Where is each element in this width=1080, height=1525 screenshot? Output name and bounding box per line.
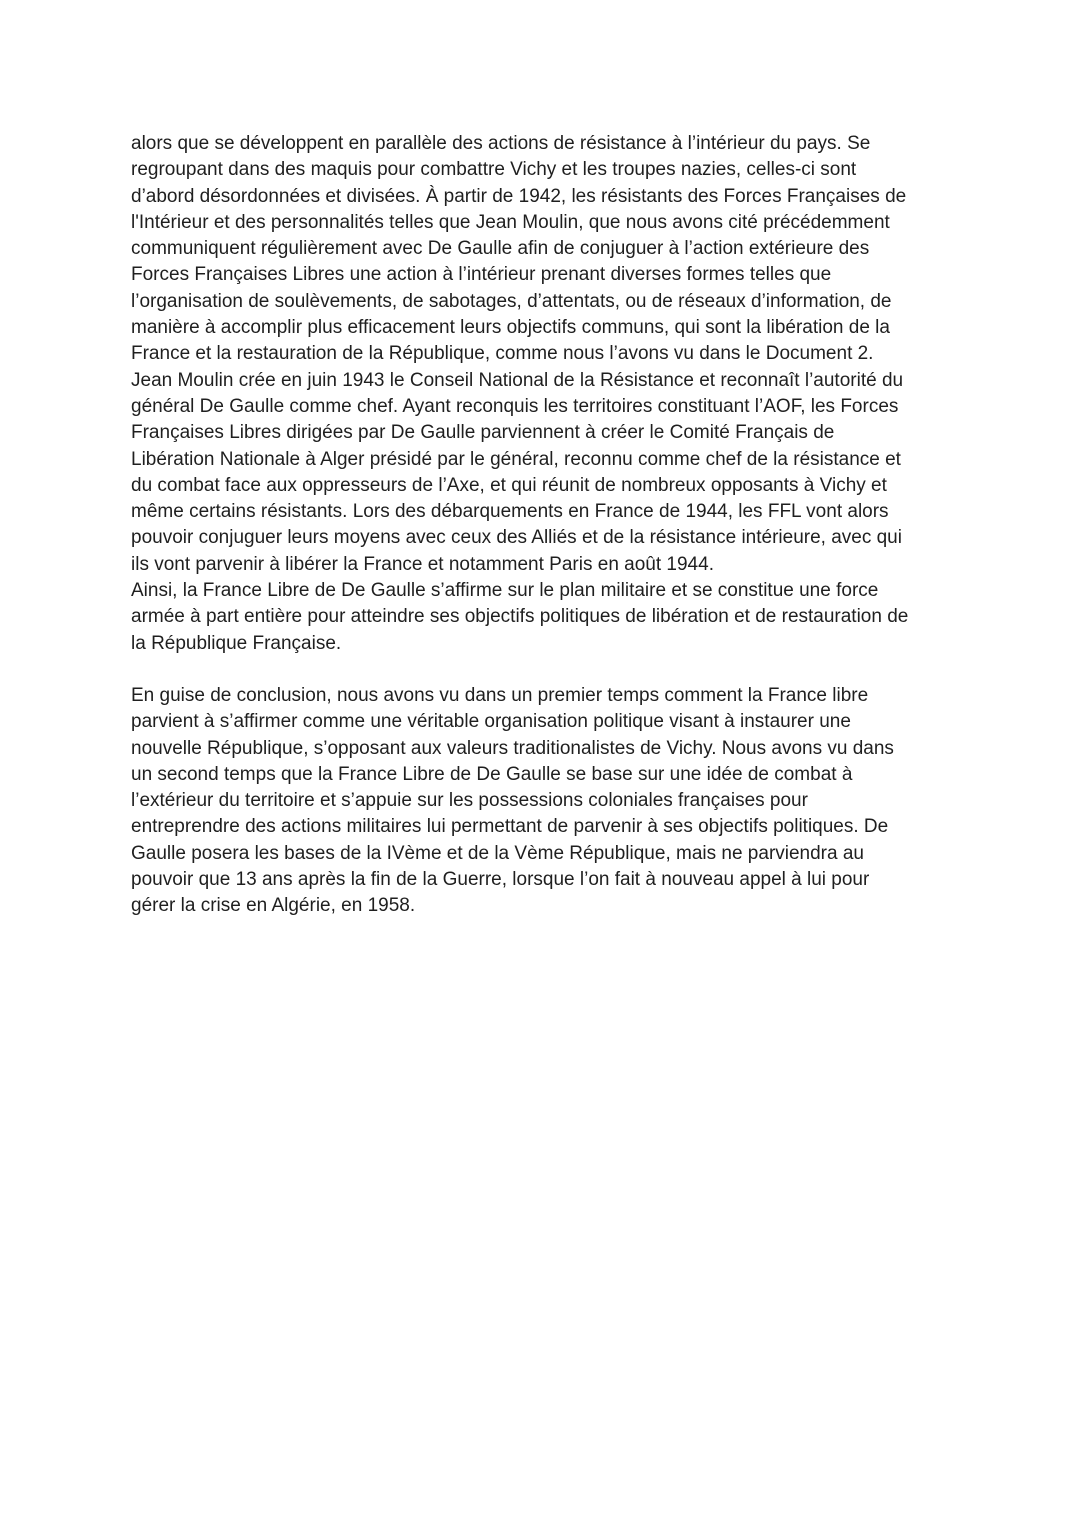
text-line: regroupant dans des maquis pour combattre Vichy et les troupes nazies, celles-ci sont: [131, 159, 857, 181]
text-line: entreprendre des actions militaires lui permettant de parvenir à ses objectifs politiques. De: [131, 816, 889, 838]
text-line: d’abord désordonnées et divisées. À partir de 1942, les résistants des Forces Françaises de: [131, 185, 907, 207]
text-line: l’organisation de soulèvements, de sabotages, d’attentats, ou de réseaux d’information, de: [131, 290, 892, 312]
text-line: armée à part entière pour atteindre ses objectifs politiques de libération et de restauration de: [131, 606, 909, 628]
text-line: parvient à s’affirmer comme une véritable organisation politique visant à instaurer une: [131, 711, 851, 733]
text-line: pouvoir conjuguer leurs moyens avec ceux des Alliés et de la résistance intérieure, avec qui: [131, 527, 902, 549]
text-line: gérer la crise en Algérie, en 1958.: [131, 895, 416, 917]
text-line: En guise de conclusion, nous avons vu dans un premier temps comment la France libre: [131, 685, 869, 706]
text-line: l’extérieur du territoire et s’appuie sur les possessions coloniales françaises pour: [131, 790, 808, 812]
text-line: Libération Nationale à Alger présidé par le général, reconnu comme chef de la résistance et: [131, 448, 901, 470]
text-line: Ainsi, la France Libre de De Gaulle s’affirme sur le plan militaire et se constitue une force: [131, 580, 879, 602]
text-line: l'Intérieur et des personnalités telles que Jean Moulin, que nous avons cité précédemment: [131, 211, 890, 233]
text-line: un second temps que la France Libre de De Gaulle se base sur une idée de combat à: [131, 763, 853, 785]
text-line: général De Gaulle comme chef. Ayant reconquis les territoires constituant l’AOF, les Forces: [131, 395, 899, 417]
text-line: France et la restauration de la République, comme nous l’avons vu dans le Document 2.: [131, 343, 874, 365]
body-paragraph: [131, 131, 961, 657]
text-line: Jean Moulin crée en juin 1943 le Conseil National de la Résistance et reconnaît l’autorité du: [131, 369, 904, 391]
text-line: ils vont parvenir à libérer la France et notamment Paris en août 1944.: [131, 553, 714, 575]
text-line: pouvoir que 13 ans après la fin de la Guerre, lorsque l’on fait à nouveau appel à lui pour: [131, 869, 870, 891]
text-line: du combat face aux oppresseurs de l’Axe, et qui réunit de nombreux opposants à Vichy et: [131, 474, 887, 496]
text-line: Gaulle posera les bases de la IVème et de la Vème République, mais ne parviendra au: [131, 842, 864, 864]
text-line: alors que se développent en parallèle des actions de résistance à l’intérieur du pays. Se: [131, 133, 871, 154]
text-line: nouvelle République, s’opposant aux valeurs traditionalistes de Vichy. Nous avons vu dans: [131, 737, 894, 759]
text-line: même certains résistants. Lors des débarquements en France de 1944, les FFL vont alors: [131, 501, 889, 523]
text-line: Françaises Libres dirigées par De Gaulle parviennent à créer le Comité Français de: [131, 422, 835, 444]
text-line: la République Française.: [131, 632, 342, 654]
text-line: manière à accomplir plus efficacement leurs objectifs communs, qui sont la libération de la: [131, 317, 890, 339]
text-line: communiquent régulièrement avec De Gaulle afin de conjuguer à l’action extérieure des: [131, 238, 870, 260]
conclusion-paragraph: [131, 683, 961, 920]
text-line: Forces Françaises Libres une action à l’intérieur prenant diverses formes telles que: [131, 264, 832, 286]
